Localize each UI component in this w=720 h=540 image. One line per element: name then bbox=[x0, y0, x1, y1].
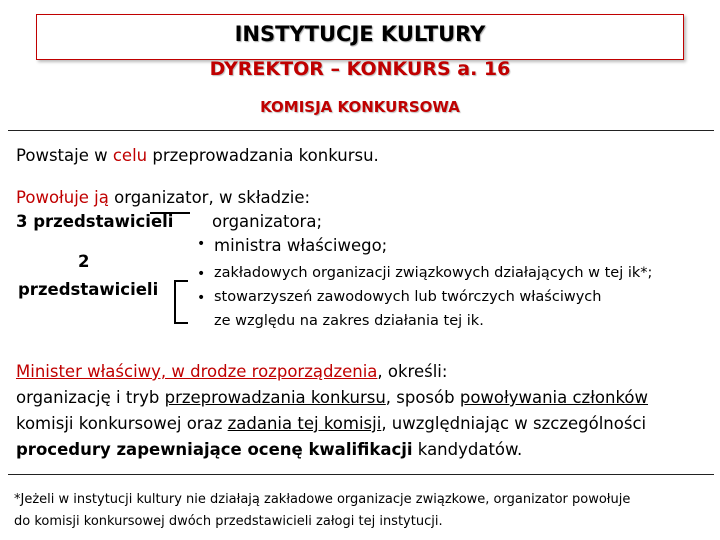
regulation-line-2 bbox=[16, 388, 648, 407]
group1-label: 3 przedstawicieli bbox=[16, 212, 174, 231]
regulation-line2-pre: organizację i tryb bbox=[16, 388, 165, 407]
group2-label-line2: przedstawicieli bbox=[18, 280, 159, 299]
composition-lead-rest: organizator, w składzie: bbox=[108, 188, 311, 207]
group2-bracket bbox=[174, 280, 188, 324]
regulation-line2-underline-2: powoływania członków bbox=[459, 388, 649, 407]
regulation-line4-bold: procedury zapewniające ocenę kwalifikacji bbox=[16, 440, 413, 459]
regulation-line2-underline-1: przeprowadzania konkursu bbox=[164, 388, 386, 407]
regulation-line-1 bbox=[16, 362, 447, 381]
regulation-lead-emphasis: Minister właściwy, w drodze rozporządzenia bbox=[16, 362, 378, 381]
page-title: INSTYTUCJE KULTURY bbox=[234, 22, 486, 46]
intro-text bbox=[16, 146, 379, 165]
footnote-line-1: *Jeżeli w instytucji kultury nie działają zakładowe organizacje związkowe, organizator powołuje bbox=[14, 492, 631, 507]
regulation-line2-mid: , sposób bbox=[385, 388, 460, 407]
group1-bracket bbox=[150, 212, 190, 214]
composition-item-3: stowarzyszeń zawodowych lub twórczych właściwych bbox=[214, 289, 602, 305]
regulation-line4-post: kandydatów. bbox=[412, 440, 523, 459]
regulation-line-4 bbox=[16, 440, 522, 459]
bullet-3: • bbox=[197, 290, 206, 306]
page-subtitle: DYREKTOR – KONKURS a. 16 bbox=[209, 58, 511, 80]
composition-lead-emphasis: Powołuje ją bbox=[16, 188, 109, 207]
intro-emphasis: celu bbox=[112, 146, 148, 165]
section-heading: KOMISJA KONKURSOWA bbox=[260, 98, 460, 116]
composition-item-2: zakładowych organizacji związkowych działających w tej ik*; bbox=[214, 265, 653, 281]
composition-item-1: ministra właściwego; bbox=[214, 236, 388, 255]
regulation-line3-post: , uwzględniając w szczególności bbox=[381, 414, 647, 433]
bullet-2: • bbox=[197, 266, 206, 282]
group2-label-line1: 2 bbox=[78, 252, 90, 271]
intro-pre: Powstaje w bbox=[16, 146, 113, 165]
bottom-divider bbox=[8, 474, 714, 475]
top-divider bbox=[8, 130, 714, 131]
intro-post: przeprowadzania konkursu. bbox=[147, 146, 379, 165]
footnote-line-2: do komisji konkursowej dwóch przedstawicieli załogi tej instytucji. bbox=[14, 514, 443, 529]
group1-item: organizatora; bbox=[212, 212, 323, 231]
regulation-line3-underline: zadania tej komisji bbox=[227, 414, 382, 433]
regulation-lead-rest: , określi: bbox=[377, 362, 448, 381]
composition-lead bbox=[16, 188, 310, 207]
regulation-line-3 bbox=[16, 414, 646, 433]
bullet-1: • bbox=[197, 236, 206, 252]
composition-item-3-cont: ze względu na zakres działania tej ik. bbox=[214, 313, 484, 329]
regulation-line3-pre: komisji konkursowej oraz bbox=[16, 414, 228, 433]
